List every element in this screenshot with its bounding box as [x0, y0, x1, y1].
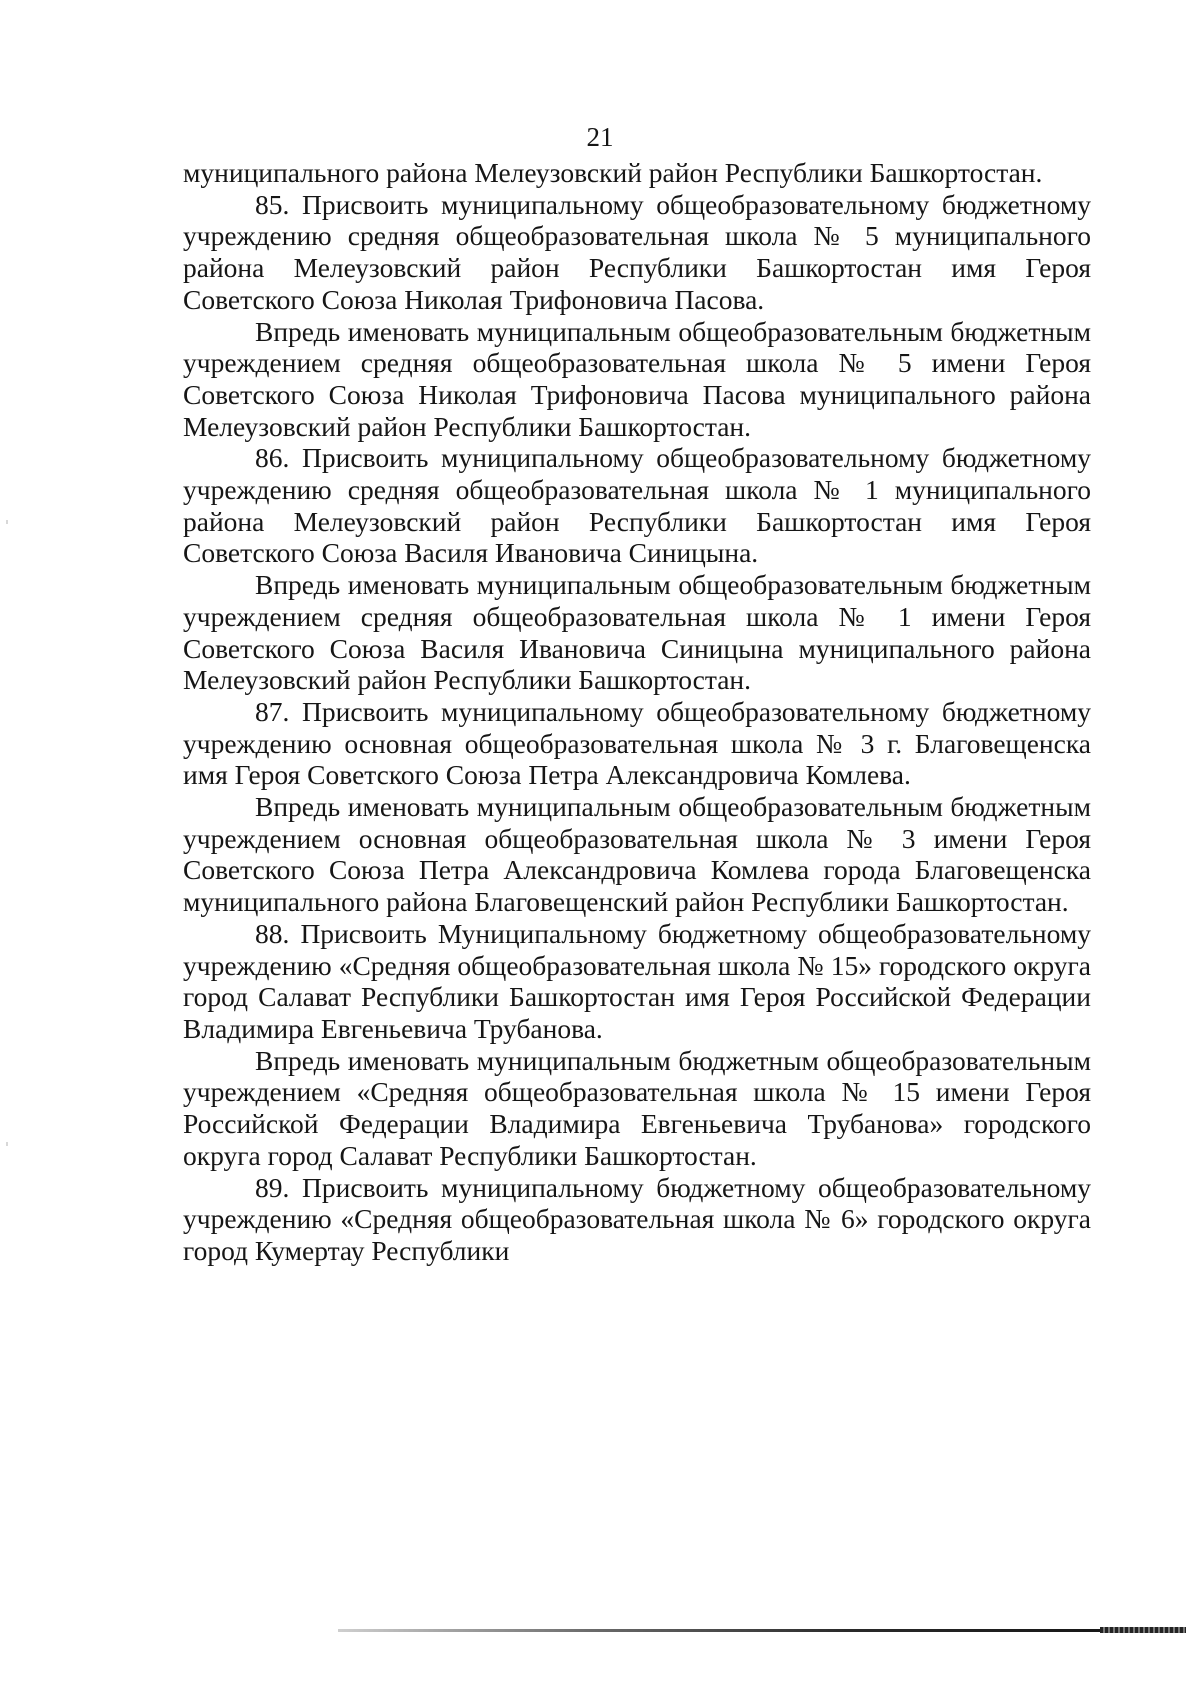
- page-number: 21: [586, 122, 614, 152]
- paragraph-item-87-rename: Впредь именовать муниципальным общеобразовательным бюджетным учреждением основная общеобразовательная школа № 3 имени Героя Советского Союза Петра Александровича Комлева города Благовещенска муниципального района Благовещенский район Республики Башкортостан.: [183, 791, 1091, 918]
- paragraph-item-89: 89. Присвоить муниципальному бюджетному общеобразовательному учреждению «Средняя общеобразовательная школа № 6» городского округа город Кумертау Республики: [183, 1171, 1091, 1266]
- document-body: [183, 157, 1091, 1267]
- scan-margin-mark: [6, 1142, 8, 1146]
- footer-rule-edge: [1100, 1627, 1186, 1633]
- paragraph-item-85: 85. Присвоить муниципальному общеобразовательному бюджетному учреждению средняя общеобразовательная школа № 5 муниципального района Мелеузовский район Республики Башкортостан имя Героя Советского Союза Николая Трифоновича Пасова.: [183, 188, 1091, 315]
- paragraph-item-88-rename: Впредь именовать муниципальным бюджетным общеобразовательным учреждением «Средняя общеобразовательная школа № 15 имени Героя Российской Федерации Владимира Евгеньевича Трубанова» городского округа город Салават Республики Башкортостан.: [183, 1044, 1091, 1171]
- paragraph-item-85-rename: Впредь именовать муниципальным общеобразовательным бюджетным учреждением средняя общеобразовательная школа № 5 имени Героя Советского Союза Николая Трифоновича Пасова муниципального района Мелеузовский район Республики Башкортостан.: [183, 315, 1091, 442]
- paragraph-item-86: 86. Присвоить муниципальному общеобразовательному бюджетному учреждению средняя общеобразовательная школа № 1 муниципального района Мелеузовский район Республики Башкортостан имя Героя Советского Союза Василя Ивановича Синицына.: [183, 442, 1091, 569]
- scan-margin-mark: [6, 520, 8, 524]
- paragraph-item-87: 87. Присвоить муниципальному общеобразовательному бюджетному учреждению основная общеобразовательная школа № 3 г. Благовещенска имя Героя Советского Союза Петра Александровича Комлева.: [183, 695, 1091, 791]
- footer-rule: [338, 1629, 1186, 1632]
- paragraph-continuation: муниципального района Мелеузовский район Республики Башкортостан.: [183, 157, 1043, 188]
- paragraph-item-86-rename: Впредь именовать муниципальным общеобразовательным бюджетным учреждением средняя общеобразовательная школа № 1 имени Героя Советского Союза Василя Ивановича Синицына муниципального района Мелеузовский район Республики Башкортостан.: [183, 569, 1091, 696]
- paragraph-item-88: 88. Присвоить Муниципальному бюджетному общеобразовательному учреждению «Средняя общеобразовательная школа № 15» городского округа город Салават Республики Башкортостан имя Героя Российской Федерации Владимира Евгеньевича Трубанова.: [183, 917, 1091, 1044]
